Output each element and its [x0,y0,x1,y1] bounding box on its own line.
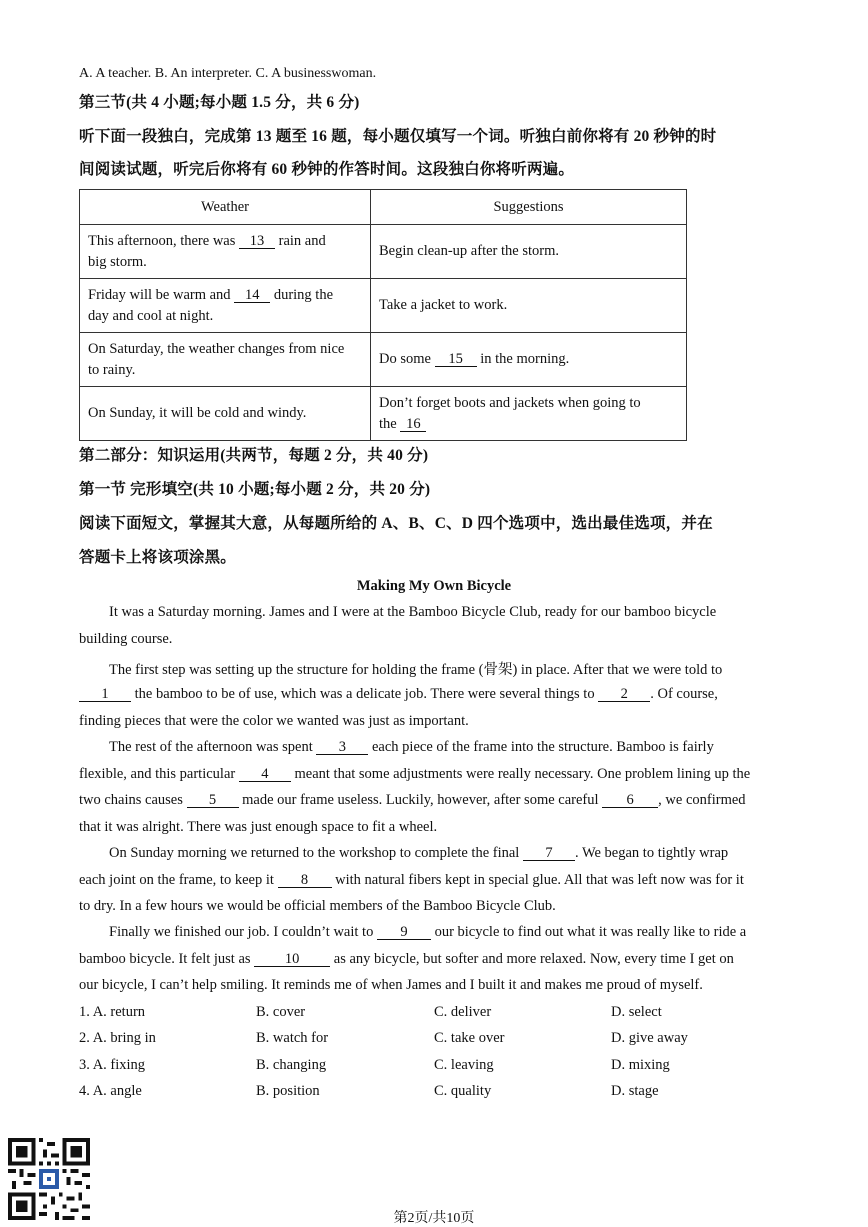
passage-line: 1 the bamboo to be of use, which was a delicate job. There were several things to 2 . Of course, [79,686,718,703]
weather-cell: This afternoon, there was 13 rain and big storm. [80,225,371,279]
option-2c[interactable]: C. take over [434,1030,505,1046]
option-4b[interactable]: B. position [256,1083,320,1099]
option-2b[interactable]: B. watch for [256,1030,329,1046]
blank-7[interactable]: 7 [523,846,575,861]
blank-9[interactable]: 9 [377,925,431,940]
header-weather: Weather [80,190,371,225]
option-2d[interactable]: D. give away [611,1030,688,1046]
suggestion-cell: Do some 15 in the morning. [371,333,687,387]
section3-heading: 第三节(共 4 小题;每小题 1.5 分，共 6 分) [79,94,360,111]
option-1c[interactable]: C. deliver [434,1004,492,1020]
option-1b[interactable]: B. cover [256,1004,306,1020]
option-4a[interactable]: 4. A. angle [79,1083,142,1099]
weather-cell: Friday will be warm and 14 during the day and cool at night. [80,279,371,333]
weather-table [79,189,687,441]
table-row [80,279,687,333]
blank-16[interactable]: 16 [400,417,426,432]
weather-cell: On Saturday, the weather changes from nice to rainy. [80,333,371,387]
blank-5[interactable]: 5 [187,793,239,808]
passage-line: that it was alright. There was just enough space to fit a wheel. [79,819,438,835]
passage-line: Finally we finished our job. I couldn’t wait to 9 our bicycle to find out what it was really like to ride a [109,924,747,940]
option-4d[interactable]: D. stage [611,1083,659,1099]
cloze-section-heading: 第一节 完形填空(共 10 小题;每小题 2 分，共 20 分) [79,481,431,498]
suggestion-cell: Begin clean-up after the storm. [371,225,687,279]
option-2a[interactable]: 2. A. bring in [79,1030,156,1046]
blank-14[interactable]: 14 [234,288,270,303]
weather-cell: On Sunday, it will be cold and windy. [80,387,371,441]
passage-line: The rest of the afternoon was spent 3 each piece of the frame into the structure. Bamboo is fairly [109,739,714,755]
header-suggestions: Suggestions [371,190,687,225]
cloze-instructions-line2: 答题卡上将该项涂黑。 [79,549,237,566]
table-row [80,333,687,387]
option-4c[interactable]: C. quality [434,1083,492,1099]
blank-15[interactable]: 15 [435,352,477,367]
passage-line: It was a Saturday morning. James and I were at the Bamboo Bicycle Club, ready for our bamboo bicycle [109,604,717,620]
blank-8[interactable]: 8 [278,873,332,888]
previous-question-options: A. A teacher. B. An interpreter. C. A businesswoman. [79,66,377,81]
passage-line: bamboo bicycle. It felt just as 10 as any bicycle, but softer and more relaxed. Now, every time I get on [79,951,734,967]
blank-3[interactable]: 3 [316,740,368,755]
table-header-row [80,190,687,225]
passage-line: our bicycle, I can’t help smiling. It reminds me of when James and I built it and makes me proud of myself. [79,977,703,993]
blank-2[interactable]: 2 [598,687,650,702]
option-1d[interactable]: D. select [611,1004,662,1020]
part2-heading: 第二部分：知识运用(共两节，每题 2 分，共 40 分) [79,447,429,464]
passage-line: The first step was setting up the structure for holding the frame (骨架) in place. After that we were told to [109,662,723,678]
blank-10[interactable]: 10 [254,952,330,967]
table-row [80,387,687,441]
option-3b[interactable]: B. changing [256,1057,327,1073]
suggestion-cell: Don’t forget boots and jackets when going to the 16 [371,387,687,441]
section3-instructions-line1: 听下面一段独白，完成第 13 题至 16 题，每小题仅填写一个词。听独白前你将有 20 秒钟的时 [79,128,717,145]
cloze-instructions-line1: 阅读下面短文，掌握其大意，从每题所给的 A、B、C、D 四个选项中，选出最佳选项，并在 [79,515,713,532]
blank-4[interactable]: 4 [239,767,291,782]
passage-line: to dry. In a few hours we would be official members of the Bamboo Bicycle Club. [79,898,556,914]
passage-line: flexible, and this particular 4 meant that some adjustments were really necessary. One problem lining up the [79,766,751,782]
option-3c[interactable]: C. leaving [434,1057,494,1073]
table-row [80,225,687,279]
passage-line: two chains causes 5 made our frame useless. Luckily, however, after some careful 6 , we confirmed [79,792,746,808]
option-3d[interactable]: D. mixing [611,1057,670,1073]
passage-line: each joint on the frame, to keep it 8 with natural fibers kept in special glue. All that was left now was for it [79,872,744,888]
passage-title: Making My Own Bicycle [356,578,512,594]
suggestion-cell: Take a jacket to work. [371,279,687,333]
page-number: 第2页/共10页 [393,1211,475,1226]
blank-6[interactable]: 6 [602,793,658,808]
section3-instructions-line2: 间阅读试题，听完后你将有 60 秒钟的作答时间。这段独白你将听两遍。 [79,161,575,178]
passage-line: On Sunday morning we returned to the workshop to complete the final 7 . We began to tightly wrap [109,845,729,861]
option-1a[interactable]: 1. A. return [79,1004,146,1020]
passage-line: building course. [79,631,173,647]
passage-line: finding pieces that were the color we wanted was just as important. [79,713,469,729]
option-3a[interactable]: 3. A. fixing [79,1057,146,1073]
blank-13[interactable]: 13 [239,234,275,249]
blank-1[interactable]: 1 [79,687,131,702]
